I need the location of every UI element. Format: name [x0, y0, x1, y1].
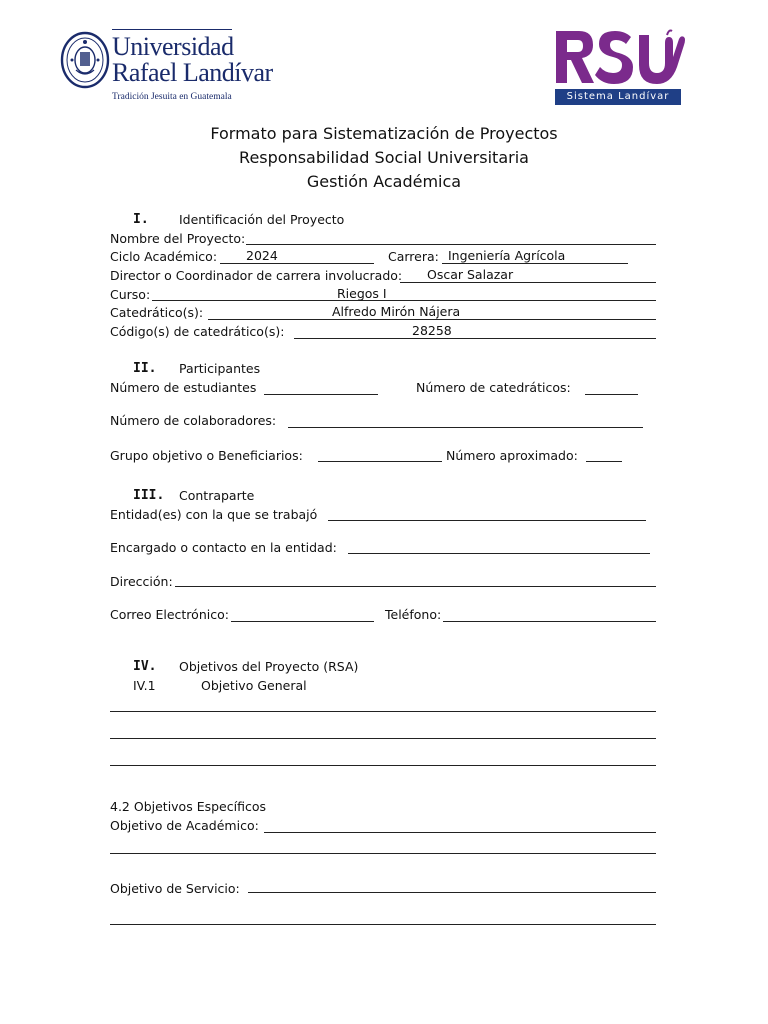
grupo-label: Grupo objetivo o Beneficiarios:: [110, 448, 303, 463]
academico-line[interactable]: [264, 832, 656, 833]
section2-heading: Participantes: [179, 361, 261, 376]
title-line2: Responsabilidad Social Universitaria: [239, 148, 529, 167]
direccion-line[interactable]: [175, 586, 656, 587]
catedraticos-line[interactable]: [585, 394, 638, 395]
section3-numeral: III.: [133, 488, 165, 503]
objetivo-general-line-3[interactable]: [110, 765, 656, 766]
grupo-line[interactable]: [318, 461, 442, 462]
estudiantes-line[interactable]: [264, 394, 378, 395]
colaboradores-line[interactable]: [288, 427, 643, 428]
academico-line-2[interactable]: [110, 853, 656, 854]
url-logo-tagline: Tradición Jesuita en Guatemala: [112, 92, 232, 102]
url-logo-name: [112, 34, 273, 86]
title-line1: Formato para Sistematización de Proyectos: [210, 124, 558, 143]
url-logo-name-line2: Rafael Landívar: [112, 58, 273, 87]
codigo-line[interactable]: [294, 338, 656, 339]
servicio-label: Objetivo de Servicio:: [110, 881, 240, 896]
curso-label: Curso:: [110, 287, 151, 302]
url-seal-icon: [60, 30, 110, 90]
ciclo-label: Ciclo Académico:: [110, 249, 218, 264]
direccion-label: Dirección:: [110, 574, 173, 589]
director-value[interactable]: Oscar Salazar: [427, 267, 514, 282]
section4-sub-heading: Objetivo General: [201, 678, 307, 693]
aproximado-label: Número aproximado:: [446, 448, 578, 463]
rsu-banner-text: Sistema Landívar: [566, 91, 670, 102]
section4-heading: Objetivos del Proyecto (RSA): [179, 659, 359, 674]
rsu-logo: [553, 27, 685, 89]
curso-value[interactable]: Riegos I: [337, 286, 387, 301]
curso-line[interactable]: [152, 300, 656, 301]
director-label: Director o Coordinador de carrera involucrado:: [110, 268, 403, 283]
nombre-label: Nombre del Proyecto:: [110, 231, 246, 246]
servicio-line-2[interactable]: [110, 924, 656, 925]
academico-label: Objetivo de Académico:: [110, 818, 259, 833]
entidad-label: Entidad(es) con la que se trabajó: [110, 507, 318, 522]
url-logo-rule: [112, 29, 232, 30]
section1-heading: Identificación del Proyecto: [179, 212, 345, 227]
telefono-line[interactable]: [443, 621, 656, 622]
section2-numeral: II.: [133, 361, 157, 376]
section4-numeral: IV.: [133, 659, 157, 674]
estudiantes-label: Número de estudiantes: [110, 380, 257, 395]
entidad-line[interactable]: [328, 520, 646, 521]
telefono-label: Teléfono:: [385, 607, 442, 622]
servicio-line[interactable]: [248, 892, 656, 893]
catedratico-value[interactable]: Alfredo Mirón Nájera: [332, 304, 461, 319]
title-line3: Gestión Académica: [306, 172, 462, 191]
section1-numeral: I.: [133, 212, 149, 227]
encargado-line[interactable]: [348, 553, 650, 554]
catedratico-label: Catedrático(s):: [110, 305, 204, 320]
objetivo-general-line-1[interactable]: [110, 711, 656, 712]
aproximado-line[interactable]: [586, 461, 622, 462]
codigo-label: Código(s) de catedrático(s):: [110, 324, 285, 339]
nombre-line[interactable]: [246, 244, 656, 245]
section4-sub-numeral: IV.1: [133, 678, 156, 693]
encargado-label: Encargado o contacto en la entidad:: [110, 540, 337, 555]
ciclo-line[interactable]: [220, 263, 374, 264]
ciclo-value[interactable]: 2024: [246, 248, 278, 263]
especificos-heading: 4.2 Objetivos Específicos: [110, 799, 266, 814]
codigo-value[interactable]: 28258: [412, 323, 452, 338]
section3-heading: Contraparte: [179, 488, 255, 503]
objetivo-general-line-2[interactable]: [110, 738, 656, 739]
catedraticos-label: Número de catedráticos:: [416, 380, 571, 395]
url-logo-name-line1: Universidad: [112, 32, 234, 61]
correo-label: Correo Electrónico:: [110, 607, 229, 622]
correo-line[interactable]: [231, 621, 374, 622]
colaboradores-label: Número de colaboradores:: [110, 413, 277, 428]
carrera-label: Carrera:: [388, 249, 439, 264]
carrera-value[interactable]: Ingeniería Agrícola: [448, 248, 566, 263]
